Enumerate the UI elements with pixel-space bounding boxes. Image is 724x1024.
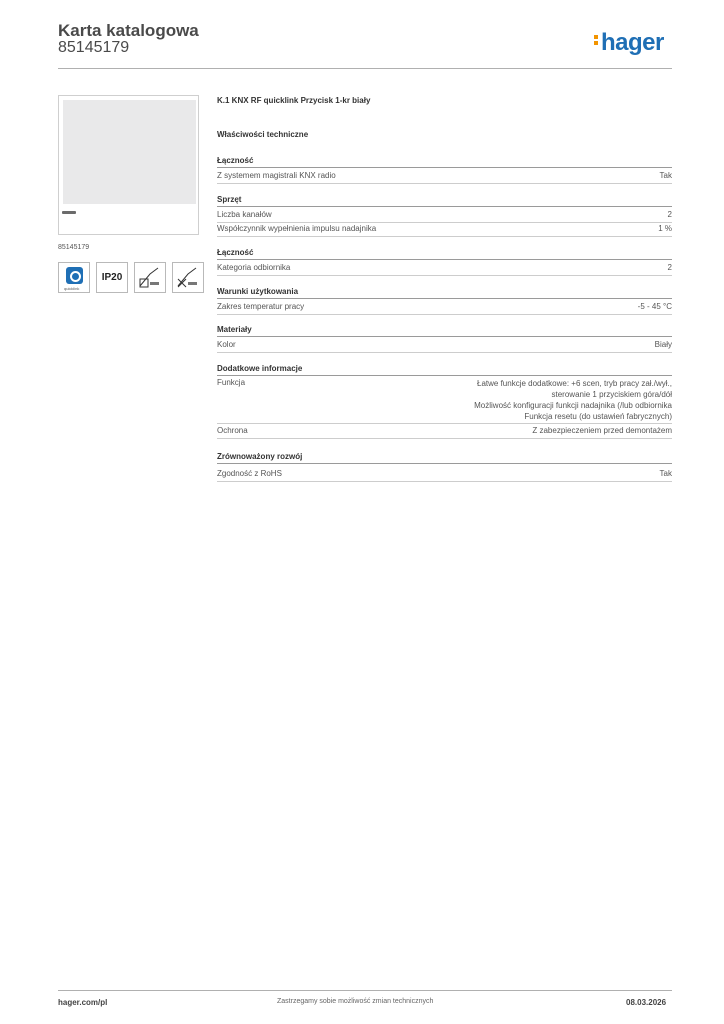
- row-divider: [217, 183, 672, 184]
- spec-row: [217, 224, 672, 237]
- spec-label: Z systemem magistrali KNX radio: [217, 171, 336, 180]
- spec-label: Kategoria odbiornika: [217, 263, 291, 272]
- spec-value: -5 - 45 °C: [637, 302, 672, 311]
- flush-mount-icon: [172, 262, 204, 293]
- spec-label: Kolor: [217, 340, 236, 349]
- quicklink-badge-text: quicklink: [64, 286, 80, 291]
- spec-value: 2: [667, 263, 672, 272]
- product-image: [63, 100, 196, 204]
- product-thumbnail-icon: [62, 211, 76, 214]
- spec-value: Tak: [659, 469, 672, 478]
- spec-value: [474, 378, 672, 422]
- row-divider: [217, 236, 672, 237]
- spec-value: 2: [667, 210, 672, 219]
- image-caption: 85145179: [58, 244, 90, 251]
- spec-label: Zakres temperatur pracy: [217, 302, 305, 311]
- group-heading: Zrównoważony rozwój: [217, 452, 672, 464]
- spec-value: Biały: [654, 340, 672, 349]
- header-divider: [58, 68, 672, 69]
- group-heading: Dodatkowe informacje: [217, 364, 672, 376]
- spec-label: Zgodność z RoHS: [217, 469, 282, 478]
- spec-row: [217, 263, 672, 276]
- row-divider: [217, 438, 672, 439]
- spec-row: [217, 210, 672, 223]
- product-name: K.1 KNX RF quicklink Przycisk 1-kr biały: [217, 96, 371, 105]
- document-title: Karta katalogowa: [58, 21, 199, 40]
- row-divider: [217, 314, 672, 315]
- footer-link[interactable]: hager.com/pl: [58, 998, 108, 1007]
- row-divider: [217, 481, 672, 482]
- row-divider: [217, 222, 672, 223]
- spec-value: Z zabezpieczeniem przed demontażem: [532, 426, 672, 435]
- spec-row: [217, 426, 672, 439]
- spec-value: Tak: [659, 171, 672, 180]
- group-heading: Warunki użytkowania: [217, 287, 672, 299]
- group-heading: Łączność: [217, 156, 672, 168]
- footer-date: 08.03.2026: [626, 998, 667, 1007]
- footer-divider: [58, 990, 672, 991]
- spec-value-line: Łatwe funkcje dodatkowe: +6 scen, tryb pracy zał./wył.,: [477, 379, 672, 388]
- spec-label: Funkcja: [217, 378, 246, 387]
- row-divider: [217, 352, 672, 353]
- spec-row: [217, 378, 672, 424]
- footer-disclaimer: Zastrzegamy sobie możliwość zmian technicznych: [277, 998, 434, 1005]
- spec-row: [217, 469, 672, 482]
- group-heading: Materiały: [217, 325, 672, 337]
- group-heading: Sprzęt: [217, 195, 672, 207]
- spec-row: [217, 302, 672, 315]
- spec-value-line: Funkcja resetu (do ustawień fabrycznych): [524, 412, 672, 421]
- section-title: Właściwości techniczne: [217, 130, 309, 139]
- logo-dots-icon: [594, 33, 599, 47]
- spec-value-line: sterowanie 1 przyciskiem góra/dół: [551, 390, 672, 399]
- spec-row: [217, 340, 672, 353]
- spec-value-line: Możliwość konfiguracji funkcji nadajnika (/lub odbiornika: [474, 401, 672, 410]
- spec-label: Ochrona: [217, 426, 248, 435]
- spec-row: [217, 171, 672, 184]
- hager-logo: [594, 29, 664, 57]
- document-number: 85145179: [58, 39, 130, 56]
- logo-text: hager: [601, 29, 664, 56]
- quicklink-icon: [66, 267, 83, 284]
- group-heading: Łączność: [217, 248, 672, 260]
- quicklink-badge: [58, 262, 90, 293]
- surface-mount-icon: [134, 262, 166, 293]
- row-divider: [217, 275, 672, 276]
- spec-label: Liczba kanałów: [217, 210, 272, 219]
- ip20-badge: IP20: [96, 262, 128, 293]
- row-divider: [217, 423, 672, 424]
- spec-label: Współczynnik wypełnienia impulsu nadajnika: [217, 224, 377, 233]
- spec-value: 1 %: [658, 224, 672, 233]
